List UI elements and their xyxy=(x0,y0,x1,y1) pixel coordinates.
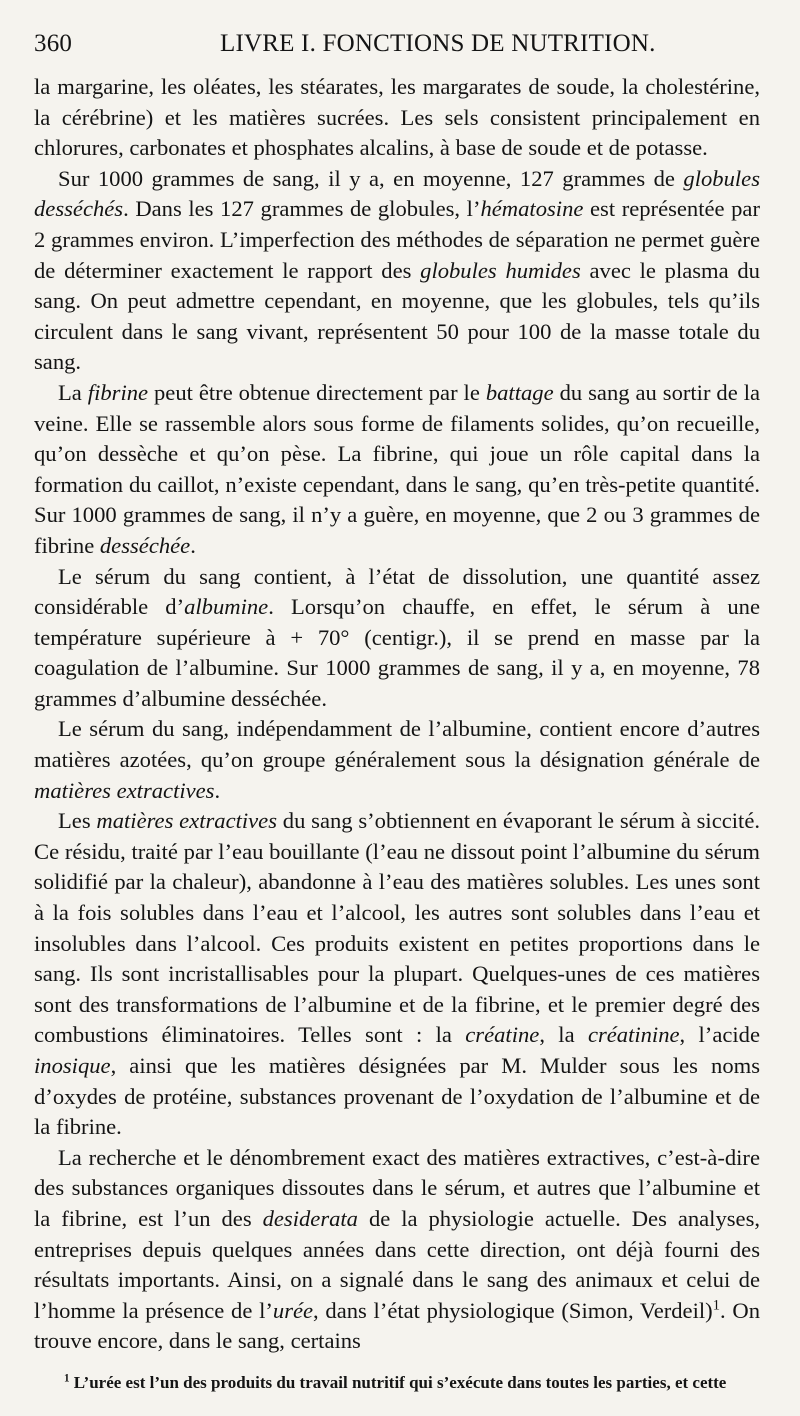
text-run: . Lorsqu’on chauffe, en effet, le sérum à une température supérieure à + 70° (centigr.), il se prend en masse par la coagulation de l’albumine. Sur 1000 grammes de sang, il y a, en moyenne, 78 grammes d’albumine desséchée. xyxy=(34,594,760,711)
text-run: avec le plasma du sang. On peut admettre cependant, en moyenne, que les globules, tels qu’ils circulent dans le sang vivant, représentent 50 pour 100 de la masse totale du sang. xyxy=(34,257,760,375)
italic-term: battage xyxy=(485,379,554,405)
paragraph xyxy=(34,378,760,562)
page-header xyxy=(34,30,760,58)
text-run: La recherche et le dénombrement exact des matières extractives, c’est-à-dire des substances organiques dissoutes dans le sérum, et autres que l’albumine et la fibrine, est l’un des xyxy=(34,1144,760,1231)
text-run: Le sérum du sang contient, à l’état de dissolution, une quantité assez considérable d’ xyxy=(34,563,760,620)
italic-term: fibrine xyxy=(87,379,149,405)
text-run: la margarine, les oléates, les stéarates, les margarates de soude, la cholestérine, la cérébrine) et les matières sucrées. Les sels consistent principalement en chlorures, carbonates et phosphates alcalins, à base de soude et de potasse. xyxy=(34,74,760,161)
italic-term: hématosine xyxy=(480,196,584,222)
text-run: est représentée par 2 grammes environ. L’imperfection des méthodes de séparation ne permet guère de déterminer exactement le rapport des xyxy=(34,196,760,283)
italic-term: globules desséchés xyxy=(34,165,760,222)
italic-term: matières extractives xyxy=(96,808,278,834)
paragraph xyxy=(34,806,760,1143)
paragraph xyxy=(34,72,760,164)
italic-term: urée xyxy=(272,1297,314,1323)
text-run: . xyxy=(190,532,196,558)
footnote-reference: 1 xyxy=(712,1297,721,1314)
italic-term: inosique xyxy=(34,1053,111,1078)
body-text xyxy=(34,72,760,1357)
text-run: Le sérum du sang, indépendamment de l’albumine, contient encore d’autres matières azotées, qu’on groupe généralement sous la désignation générale de xyxy=(34,716,760,773)
text-run: , dans l’état physiologique (Simon, Verdeil) xyxy=(313,1297,713,1323)
paragraph xyxy=(34,562,760,715)
italic-term: globules humides xyxy=(420,257,581,283)
italic-term: créatinine xyxy=(587,1022,680,1048)
text-run: du sang au sortir de la veine. Elle se rassemble alors sous forme de filaments solides, qu’on recueille, qu’on dessèche et qu’on pèse. La fibrine, qui joue un rôle capital dans la formation du caillot, n’existe cependant, dans le sang, qu’en très-petite quantité. Sur 1000 grammes de sang, il n’y a guère, en moyenne, que 2 ou 3 grammes de fibrine xyxy=(34,379,761,558)
text-run: , ainsi que les matières désignées par M. Mulder sous les noms d’oxydes de protéine, substances provenant de l’oxydation de l’albumine et de la fibrine. xyxy=(34,1053,760,1140)
text-run: . Dans les 127 grammes de globules, l’ xyxy=(123,196,481,222)
text-run: La xyxy=(58,379,88,405)
italic-term: matières extractives xyxy=(34,777,215,803)
italic-term: desséchée xyxy=(99,532,191,558)
text-run: du sang s’obtiennent en évaporant le sérum à siccité. Ce résidu, traité par l’eau bouillante (l’eau ne dissout point l’albumine du sérum solidifié par la chaleur), abandonne à l’eau des matières solubles. Les unes sont à la fois solubles dans l’eau et l’alcool, les autres sont solubles dans l’eau et insolubles dans l’alcool. Ces produits existent en petites proportions dans le sang. Ils sont incristallisables pour la plupart. Quelques-unes de ces matières sont des transformations de l’albumine et de la fibrine, et le premier degré des combustions éliminatoires. Telles sont : la xyxy=(34,808,760,1048)
text-run: , la xyxy=(539,1022,588,1048)
paragraph xyxy=(34,1143,760,1357)
footnote xyxy=(40,1372,774,1394)
text-run: peut être obtenue directement par le xyxy=(148,379,486,405)
italic-term: desiderata xyxy=(262,1205,358,1231)
page-number: 360 xyxy=(34,30,73,57)
text-run: . xyxy=(214,777,221,803)
running-title: LIVRE I. FONCTIONS DE NUTRITION. xyxy=(220,30,656,57)
text-run: , l’acide xyxy=(679,1022,760,1048)
paragraph xyxy=(34,714,760,806)
text-run: de la physiologie actuelle. Des analyses, entreprises depuis quelques années dans cette direction, ont déjà fourni des résultats importants. Ainsi, on a signalé dans le sang des animaux et celui de l’homme la présence de l’ xyxy=(34,1205,761,1323)
italic-term: créatine xyxy=(465,1022,540,1048)
text-run: . On trouve encore, dans le sang, certains xyxy=(34,1297,760,1354)
italic-term: albumine xyxy=(184,594,269,620)
footnote-text: L’urée est l’un des produits du travail nutritif qui s’exécute dans toutes les parties, et cette xyxy=(69,1373,727,1392)
text-run: Sur 1000 grammes de sang, il y a, en moyenne, 127 grammes de xyxy=(58,165,684,191)
text-run: Les xyxy=(58,808,97,834)
paragraph xyxy=(34,164,760,378)
footnote-marker: 1 xyxy=(64,1372,70,1385)
